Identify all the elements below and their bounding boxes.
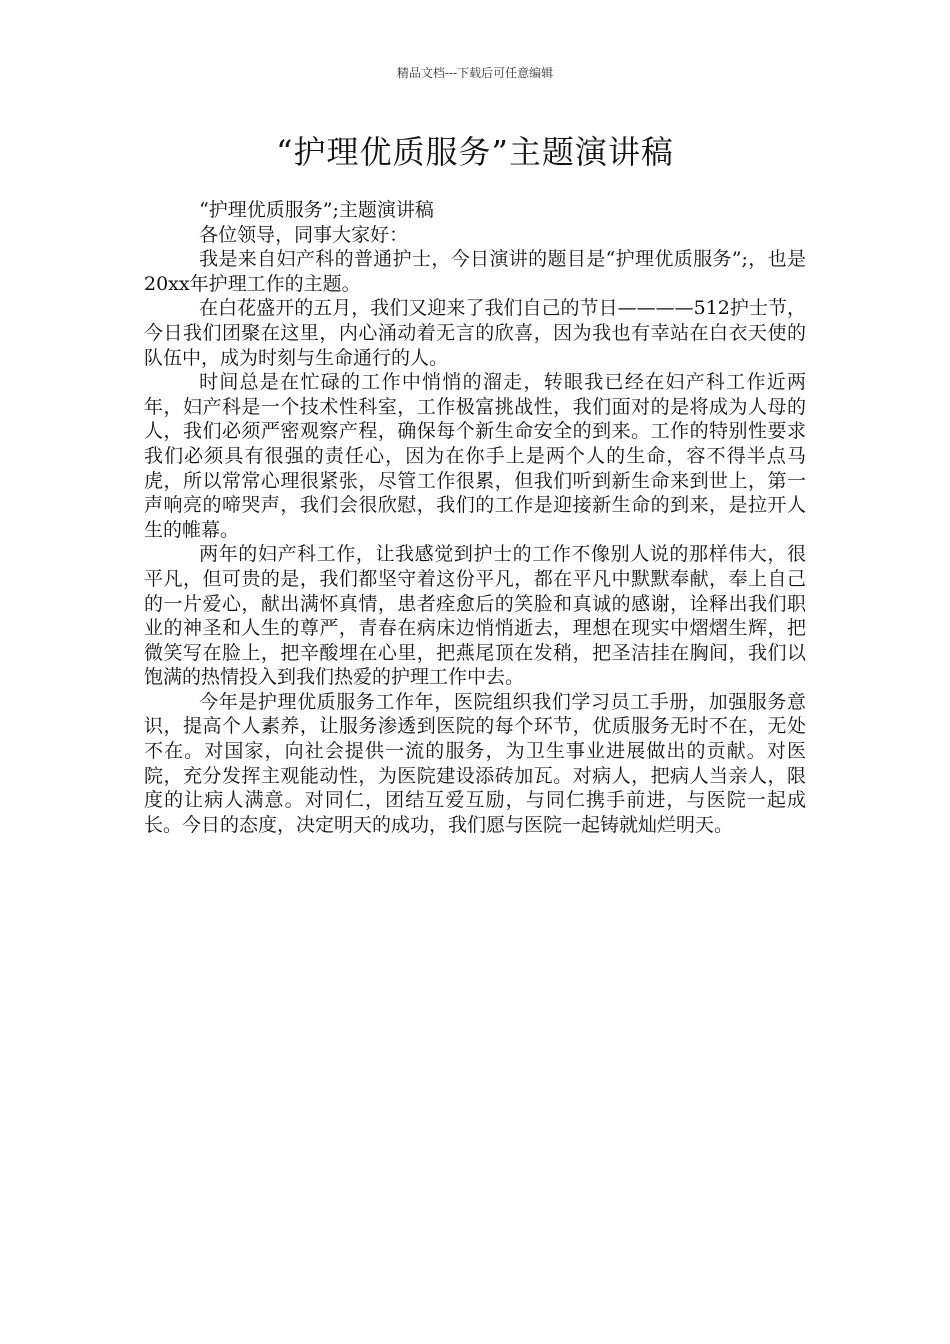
body-paragraph: 我是来自妇产科的普通护士，今日演讲的题目是“护理优质服务”;，也是20xx年护理工作的主题。 — [144, 248, 806, 295]
document-body — [144, 198, 806, 837]
body-paragraph: 两年的妇产科工作，让我感觉到护士的工作不像别人说的那样伟大，很平凡，但可贵的是，我们都坚守着这份平凡，都在平凡中默默奉献，奉上自己的一片爱心，献出满怀真情，患者痊愈后的笑脸和真诚的感谢，诠释出我们职业的神圣和人生的尊严，青春在病床边悄悄逝去，理想在现实中熠熠生辉，把微笑写在脸上，把辛酸埋在心里，把燕尾顶在发稍，把圣洁挂在胸间，我们以饱满的热情投入到我们热爱的护理工作中去。 — [144, 543, 806, 689]
body-paragraph: 在白花盛开的五月，我们又迎来了我们自己的节日————512护士节，今日我们团聚在这里，内心涌动着无言的欣喜，因为我也有幸站在白衣天使的队伍中，成为时刻与生命通行的人。 — [144, 297, 806, 369]
body-paragraph: 各位领导，同事大家好： — [199, 223, 409, 246]
body-paragraph: 今年是护理优质服务工作年，医院组织我们学习员工手册，加强服务意识，提高个人素养，让服务渗透到医院的每个环节，优质服务无时不在，无处不在。对国家，向社会提供一流的服务，为卫生事业进展做出的贡献。对医院，充分发挥主观能动性，为医院建设添砖加瓦。对病人，把病人当亲人，限度的让病人满意。对同仁，团结互爱互励，与同仁携手前进，与医院一起成长。今日的态度，决定明天的成功，我们愿与医院一起铸就灿烂明天。 — [144, 690, 806, 836]
header-note: 精品文档---下载后可任意编辑 — [396, 66, 554, 80]
body-paragraph: “护理优质服务”;主题演讲稿 — [199, 199, 434, 221]
document-title: “护理优质服务”主题演讲稿 — [276, 133, 674, 171]
body-paragraph: 时间总是在忙碌的工作中悄悄的溜走，转眼我已经在妇产科工作近两年，妇产科是一个技术性科室，工作极富挑战性，我们面对的是将成为人母的人，我们必须严密观察产程，确保每个新生命安全的到来。工作的特别性要求我们必须具有很强的责任心，因为在你手上是两个人的生命，容不得半点马虎，所以常常心理很紧张，尽管工作很累，但我们听到新生命来到世上，第一声响亮的啼哭声，我们会很欣慰，我们的工作是迎接新生命的到来，是拉开人生的帷幕。 — [144, 371, 806, 541]
